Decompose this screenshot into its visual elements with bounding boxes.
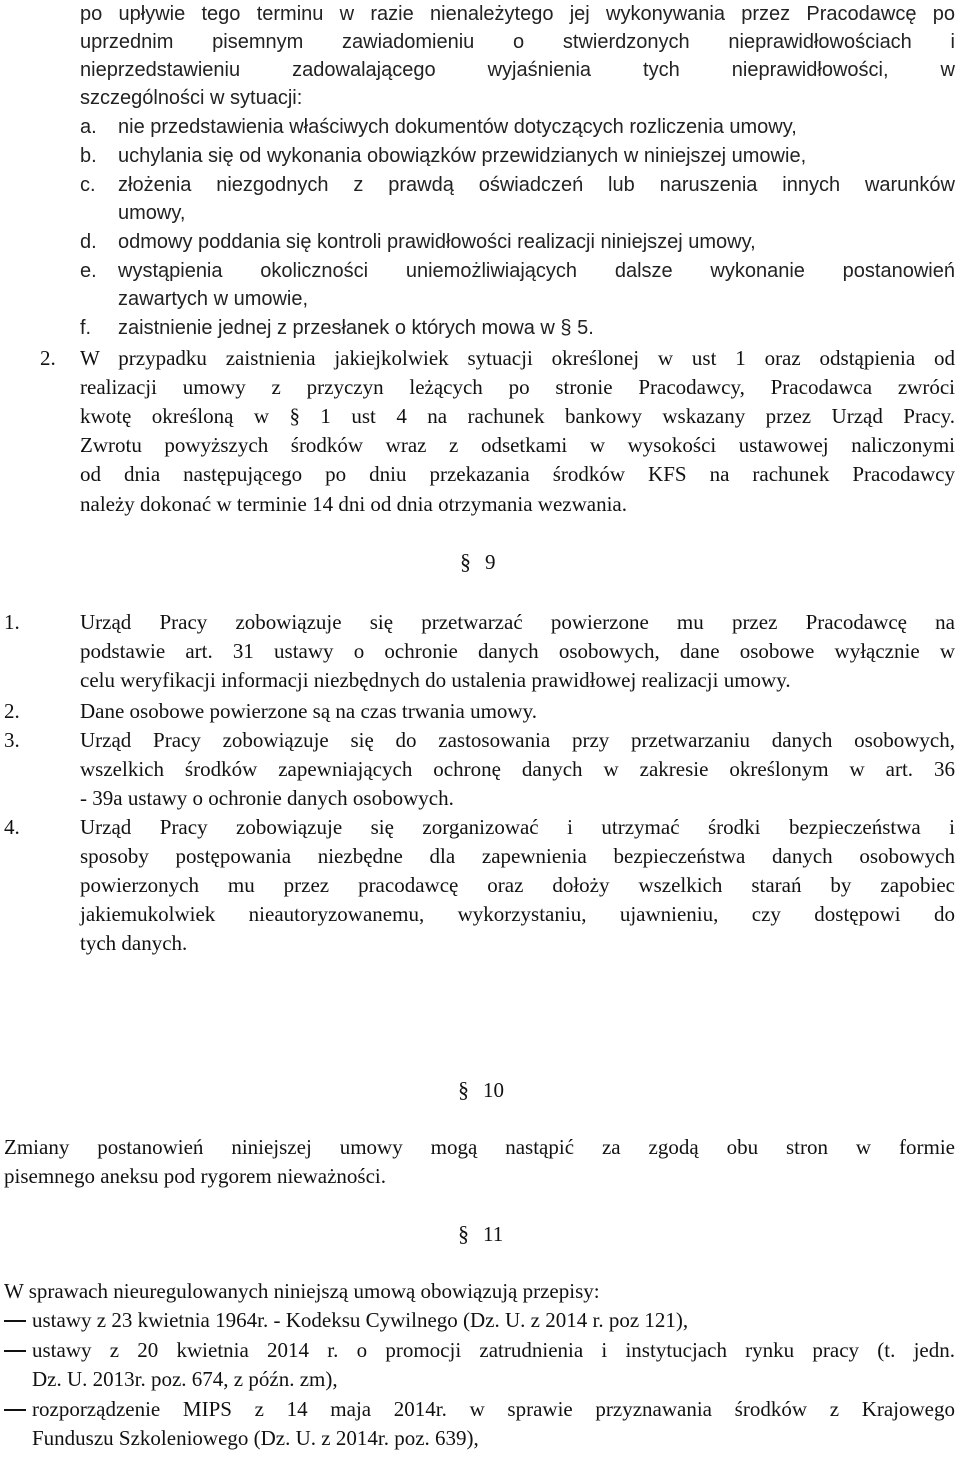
list-item-text: Funduszu Szkoleniowego (Dz. U. z 2014r. poz. 639), [32,1426,479,1450]
section-sign: § [458,1221,469,1246]
section-sign: § [460,549,471,574]
list-item-label: f. [80,317,92,339]
point-text: Urząd Pracy zobowiązuje się zorganizować i utrzymać środki bezpieczeństwa i [80,815,955,839]
list-item-text: umowy, [118,202,186,224]
list-item-text: wystąpienia okoliczności uniemożliwiających dalsze wykonanie postanowień [118,260,955,282]
point-text: Zwrotu powyższych środków wraz z odsetkami w wysokości ustawowej naliczonymi [80,433,955,457]
paragraph-line: pisemnego aneksu pod rygorem nieważności. [4,1164,386,1188]
list-item-text: rozporządzenie MIPS z 14 maja 2014r. w sprawie przyznawania środków z Krajowego [32,1397,955,1421]
list-item-text: uchylania się od wykonania obowiązków przewidzianych w niniejszej umowie, [118,145,807,167]
list-item-text: zawartych w umowie, [118,288,309,310]
point-text: sposoby postępowania niezbędne dla zapewnienia bezpieczeństwa danych osobowych [80,844,955,868]
list-item-label: a. [80,116,97,138]
point-label: 2. [4,699,20,723]
list-item-label: c. [80,174,96,196]
list-item-text: złożenia niezgodnych z prawdą oświadczeń lub naruszenia innych warunków [118,174,955,196]
point-text: od dnia następującego po dniu przekazania środków KFS na rachunek Pracodawcy [80,462,955,486]
section-number: 10 [483,1078,504,1102]
dash-bullet [4,1320,26,1322]
point-text: - 39a ustawy o ochronie danych osobowych. [80,786,454,810]
point-text: Urząd Pracy zobowiązuje się przetwarzać powierzone mu przez Pracodawcę na [80,610,955,634]
point-text: wszelkich środków zapewniających ochronę danych w zakresie określonym w art. 36 [80,757,955,781]
point-text: powierzonych mu przez pracodawcę oraz dołoży wszelkich starań by zapobiec [80,873,955,897]
list-item-text: ustawy z 20 kwietnia 2014 r. o promocji zatrudnienia i instytucjach rynku pracy (t. jedn. [32,1338,955,1362]
list-item-text: ustawy z 23 kwietnia 1964r. - Kodeksu Cywilnego (Dz. U. z 2014 r. poz 121), [32,1308,689,1332]
point-text: W przypadku zaistnienia jakiejkolwiek sytuacji określonej w ust 1 oraz odstąpienia od [80,346,955,370]
point-text: celu weryfikacji informacji niezbędnych do ustalenia prawidłowej realizacji umowy. [80,668,791,692]
dash-bullet [4,1350,26,1352]
point-label: 2. [40,346,56,370]
paragraph-line: W sprawach nieuregulowanych niniejszą umową obowiązują przepisy: [4,1279,600,1303]
point-label: 1. [4,610,20,634]
section-heading [458,1075,504,1105]
point-text: Urząd Pracy zobowiązuje się do zastosowania przy przetwarzaniu danych osobowych, [80,728,955,752]
intro-line: szczególności w sytuacji: [80,87,303,109]
intro-line: uprzednim pisemnym zawiadomieniu o stwierdzonych nieprawidłowościach i [80,31,955,53]
point-label: 4. [4,815,20,839]
dash-bullet [4,1409,26,1411]
list-item-text: zaistnienie jednej z przesłanek o których mowa w § 5. [118,317,594,339]
section-heading [460,547,496,577]
intro-line: nieprzedstawieniu zadowalającego wyjaśnienia tych nieprawidłowości, w [80,59,955,81]
point-text: tych danych. [80,931,188,955]
list-item-text: odmowy poddania się kontroli prawidłowości realizacji niniejszej umowy, [118,231,756,253]
point-text: należy dokonać w terminie 14 dni od dnia otrzymania wezwania. [80,492,627,516]
list-item-label: e. [80,260,97,282]
point-label: 3. [4,728,20,752]
intro-line: po upływie tego terminu w razie nienależytego jej wykonywania przez Pracodawcę po [80,3,955,25]
point-text: podstawie art. 31 ustawy o ochronie danych osobowych, dane osobowe wyłącznie w [80,639,955,663]
section-number: 9 [485,550,496,574]
list-item-label: b. [80,145,97,167]
paragraph-line: Zmiany postanowień niniejszej umowy mogą nastąpić za zgodą obu stron w formie [4,1135,955,1159]
point-text: realizacji umowy z przyczyn leżących po stronie Pracodawcy, Pracodawca zwróci [80,375,955,399]
point-text: Dane osobowe powierzone są na czas trwania umowy. [80,699,537,723]
list-item-label: d. [80,231,97,253]
point-text: jakiemukolwiek nieautoryzowanemu, wykorzystaniu, ujawnieniu, czy dostępowi do [80,902,955,926]
list-item-text: nie przedstawienia właściwych dokumentów dotyczących rozliczenia umowy, [118,116,797,138]
point-text: kwotę określoną w § 1 ust 4 na rachunek bankowy wskazany przez Urząd Pracy. [80,404,955,428]
section-sign: § [458,1077,469,1102]
section-heading [458,1219,503,1249]
section-number: 11 [483,1222,504,1246]
list-item-text: Dz. U. 2013r. poz. 674, z późn. zm), [32,1367,338,1391]
